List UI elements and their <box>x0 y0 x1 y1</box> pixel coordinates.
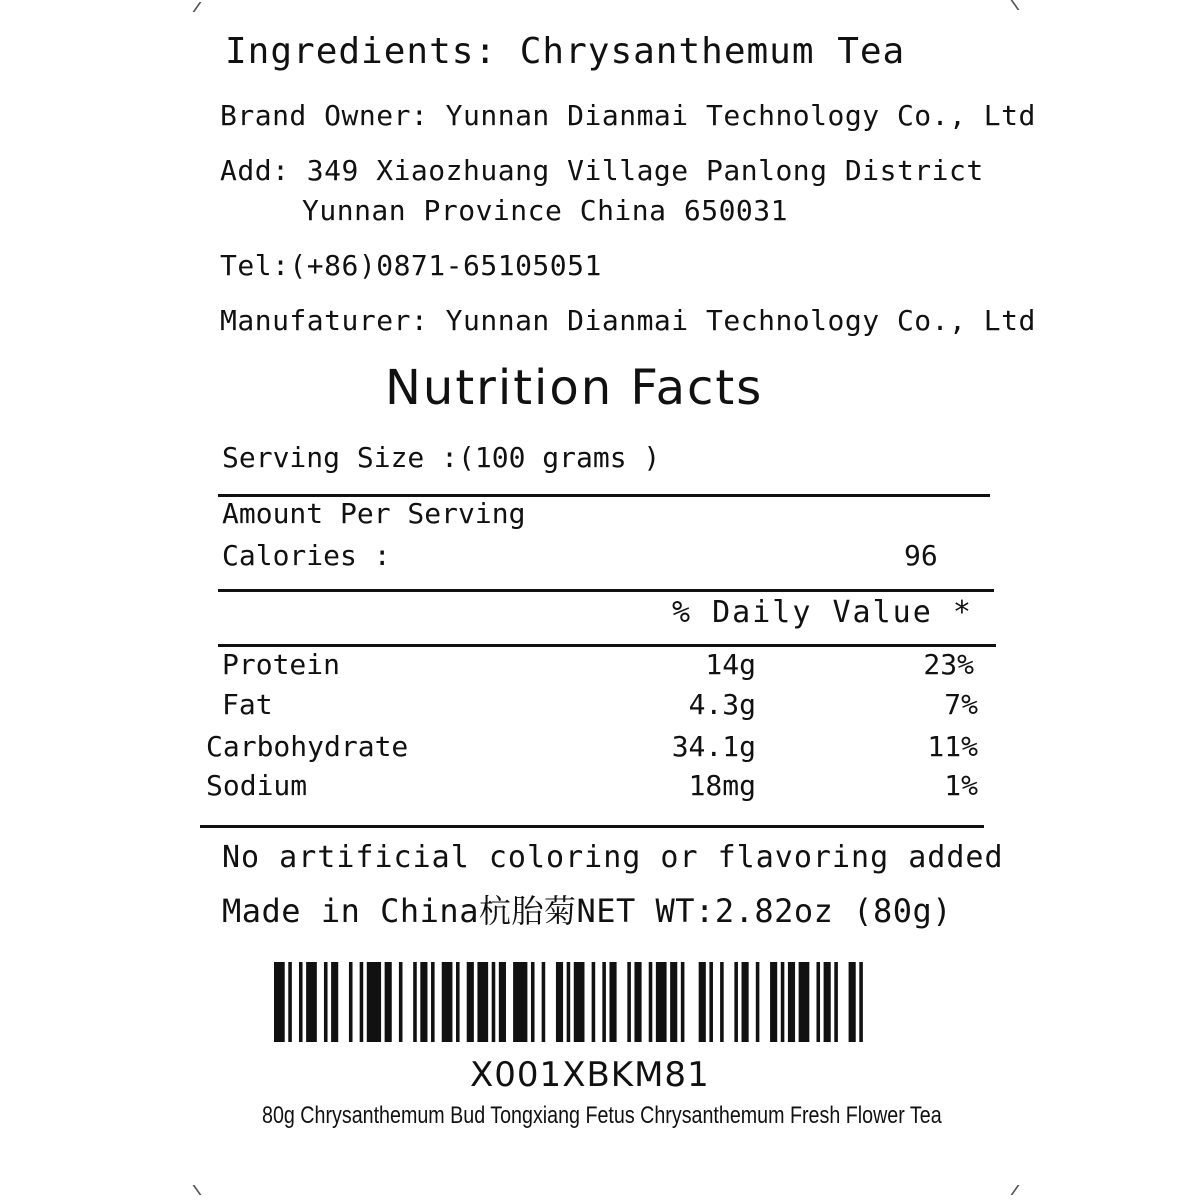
barcode-bar <box>420 962 427 1042</box>
barcode-bar <box>288 962 292 1042</box>
barcode-bar <box>499 962 506 1042</box>
nutrient-amount: 18mg <box>688 769 756 802</box>
nutrient-name: Sodium <box>206 769 308 802</box>
nutrient-amount: 4.3g <box>688 688 756 721</box>
barcode-bar <box>634 962 641 1042</box>
barcode-bar <box>331 962 338 1042</box>
barcode-bar <box>556 962 563 1042</box>
barcode-bar <box>834 962 838 1042</box>
address-line-1: Add: 349 Xiaozhuang Village Panlong District <box>220 154 984 187</box>
barcode-bar <box>399 962 403 1042</box>
barcode-bar <box>592 962 596 1042</box>
nutrient-percent: 7% <box>944 688 978 721</box>
ingredients-line: Ingredients: Chrysanthemum Tea <box>225 31 906 72</box>
barcode-bar <box>859 962 863 1042</box>
barcode-code: X001XBKM81 <box>470 1055 710 1095</box>
calories-label: Calories : <box>222 539 391 572</box>
barcode-bar <box>602 962 606 1042</box>
barcode-bar <box>274 962 285 1042</box>
barcode-bar <box>431 962 435 1042</box>
barcode-bar <box>799 962 810 1042</box>
address-line-2: Yunnan Province China 650031 <box>302 194 789 227</box>
barcode-bar <box>542 962 546 1042</box>
daily-value-header: % Daily Value * <box>672 595 973 630</box>
barcode-bar <box>649 962 653 1042</box>
brand-owner-line: Brand Owner: Yunnan Dianmai Technology Co., Ltd <box>220 99 1036 132</box>
barcode-bar <box>670 962 677 1042</box>
barcode-bar <box>467 962 474 1042</box>
corner-mark <box>996 1185 1019 1195</box>
barcode-bar <box>699 962 706 1042</box>
telephone-line: Tel:(+86)0871-65105051 <box>220 249 602 282</box>
barcode-bar <box>824 962 831 1042</box>
barcode-bar <box>709 962 713 1042</box>
barcode-bar <box>492 962 496 1042</box>
barcode-bar <box>681 962 685 1042</box>
barcode-bar <box>349 962 353 1042</box>
barcode-bar <box>742 962 749 1042</box>
barcode-bar <box>299 962 303 1042</box>
nutrient-name: Protein <box>222 648 341 681</box>
nutrition-facts-title: Nutrition Facts <box>385 360 764 416</box>
calories-value: 96 <box>904 539 938 572</box>
divider-rule <box>218 589 994 592</box>
corner-mark <box>192 1185 215 1195</box>
barcode-bar <box>324 962 328 1042</box>
barcode-bar <box>367 962 381 1042</box>
barcode-bar <box>788 962 795 1042</box>
barcode-bar <box>816 962 820 1042</box>
nutrient-percent: 23% <box>923 648 974 681</box>
barcode-bar <box>849 962 856 1042</box>
barcode-bar <box>306 962 317 1042</box>
divider-rule <box>200 825 984 828</box>
barcode-bar <box>385 962 392 1042</box>
barcode-bar <box>360 962 364 1042</box>
divider-rule <box>218 644 996 647</box>
barcode-bar <box>413 962 417 1042</box>
barcode-bar <box>456 962 460 1042</box>
barcode-bar <box>513 962 527 1042</box>
nutrient-amount: 14g <box>705 648 756 681</box>
product-description: 80g Chrysanthemum Bud Tongxiang Fetus Chrysanthemum Fresh Flower Tea <box>262 1102 942 1129</box>
corner-mark <box>192 2 215 12</box>
barcode-bar <box>567 962 571 1042</box>
nutrient-name: Carbohydrate <box>206 730 409 763</box>
barcode-bar <box>531 962 535 1042</box>
serving-size: Serving Size :(100 grams ) <box>222 441 661 474</box>
barcode-bar <box>756 962 760 1042</box>
nutrient-name: Fat <box>222 688 273 721</box>
nutrient-percent: 1% <box>944 769 978 802</box>
barcode-bar <box>477 962 488 1042</box>
barcode-bar <box>627 962 631 1042</box>
nutrient-amount: 34.1g <box>671 730 756 763</box>
made-in-net-weight: Made in China杭胎菊NET WT:2.82oz (80g) <box>222 892 953 930</box>
nutrient-percent: 11% <box>927 730 978 763</box>
barcode-image <box>274 962 870 1042</box>
corner-mark <box>996 0 1019 10</box>
manufacturer-line: Manufaturer: Yunnan Dianmai Technology Co., Ltd <box>220 304 1036 337</box>
barcode-bar <box>656 962 667 1042</box>
barcode-bar <box>442 962 453 1042</box>
no-artificial-statement: No artificial coloring or flavoring added <box>222 840 1004 875</box>
barcode-bar <box>574 962 585 1042</box>
barcode-bar <box>770 962 777 1042</box>
barcode-bar <box>609 962 616 1042</box>
amount-per-serving: Amount Per Serving <box>222 497 526 530</box>
barcode-bar <box>781 962 785 1042</box>
barcode-bar <box>734 962 738 1042</box>
barcode-bar <box>720 962 724 1042</box>
